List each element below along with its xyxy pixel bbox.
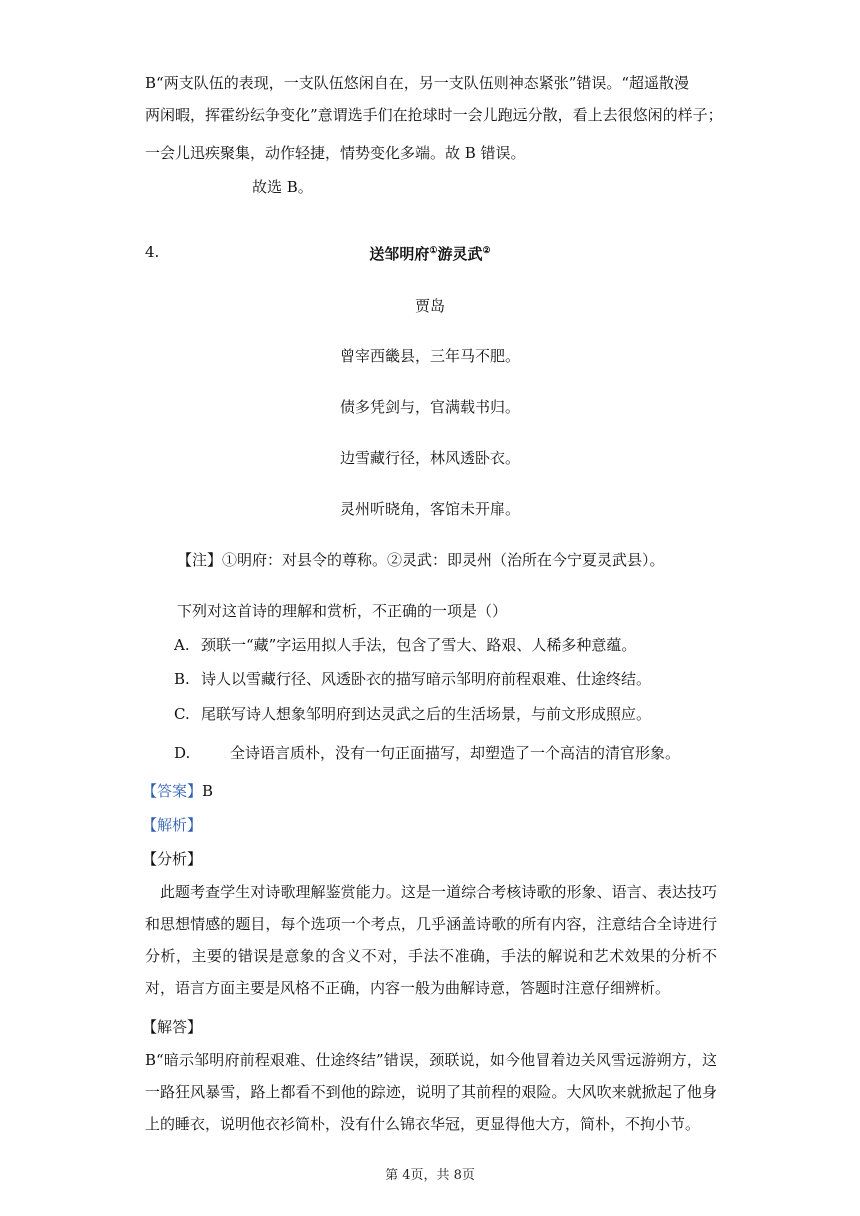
- poem-line: 债多凭剑与，官满载书归。: [339, 398, 520, 416]
- option-letter: B.: [174, 670, 190, 688]
- option-letter: D.: [174, 744, 191, 762]
- intro-line-1: B“两支队伍的表现，一支队伍悠闲自在，另一支队伍则神态紧张”错误。“超遥散漫: [145, 74, 690, 92]
- option-text: 诗人以雪藏行径、风透卧衣的描写暗示邹明府前程艰难、仕途终结。: [201, 670, 652, 688]
- jieda-label: 【解答】: [142, 1018, 203, 1036]
- note-mark-1: ①: [429, 246, 438, 256]
- option-text: 尾联写诗人想象邹明府到达灵武之后的生活场景，与前文形成照应。: [201, 705, 652, 723]
- intro-line-3: 一会儿迅疾聚集，动作轻捷，情势变化多端。故 B 错误。: [145, 144, 526, 162]
- poem-note: 【注】①明府：对县令的尊称。②灵武：即灵州（治所在今宁夏灵武县）。: [177, 551, 665, 569]
- intro-conclusion: 故选 B。: [252, 178, 313, 196]
- option-letter: A.: [174, 636, 190, 654]
- poem-title-part1: 送邹明府: [369, 245, 430, 263]
- poem-line: 边雪藏行径，林风透卧衣。: [339, 449, 520, 467]
- option-c: [174, 703, 651, 724]
- poem-author: 贾岛: [414, 297, 445, 315]
- note-mark-2: ②: [482, 246, 491, 256]
- intro-line-2: 两闲暇，挥霍纷纭争变化”意谓选手们在抢球时一会儿跑远分散，看上去很悠闲的样子；: [145, 106, 723, 124]
- question-prompt: 下列对这首诗的理解和赏析，不正确的一项是（）: [177, 602, 508, 620]
- option-text: 颈联一“藏”字运用拟人手法，包含了雪大、路艰、人稀多种意蕴。: [201, 636, 637, 654]
- answer-row: [142, 780, 213, 801]
- answer-label: 【答案】: [142, 782, 203, 800]
- option-a: [174, 634, 636, 655]
- answer-value: B: [202, 782, 214, 800]
- poem-line: 曾宰西畿县，三年马不肥。: [339, 347, 520, 365]
- question-number: 4.: [145, 243, 160, 261]
- analysis-label: 【解析】: [142, 816, 203, 834]
- option-text: 全诗语言质朴，没有一句正面描写，却塑造了一个高洁的清官形象。: [230, 744, 681, 762]
- option-b: [174, 668, 651, 689]
- option-d: [174, 742, 680, 763]
- poem-title-part2: 游灵武: [437, 245, 483, 263]
- fenxi-paragraph: 此题考查学生对诗歌理解鉴赏能力。这是一道综合考核诗歌的形象、语言、表达技巧和思想情感的题目，每个选项一个考点，几乎涵盖诗歌的所有内容，注意结合全诗进行分析，主要的错误是意象的含义不对，手法不准确，手法的解说和艺术效果的分析不对，语言方面主要是风格不正确，内容一般为曲解诗意，答题时注意仔细辨析。: [145, 883, 717, 997]
- poem-line: 灵州听晓角，客馆未开扉。: [339, 500, 520, 518]
- option-letter: C.: [174, 705, 190, 723]
- jieda-paragraph: B“暗示邹明府前程艰难、仕途终结”错误，颈联说，如今他冒着边关风雪远游朔方，这一路狂风暴雪，路上都看不到他的踪迹，说明了其前程的艰险。大风吹来就掀起了他身上的睡衣，说明他衣衫简朴，没有什么锦衣华冠，更显得他大方，简朴，不拘小节。: [145, 1051, 717, 1133]
- fenxi-label: 【分析】: [142, 850, 203, 868]
- poem-title: [0, 243, 860, 264]
- page-footer: 第 4页，共 8页: [385, 1168, 475, 1183]
